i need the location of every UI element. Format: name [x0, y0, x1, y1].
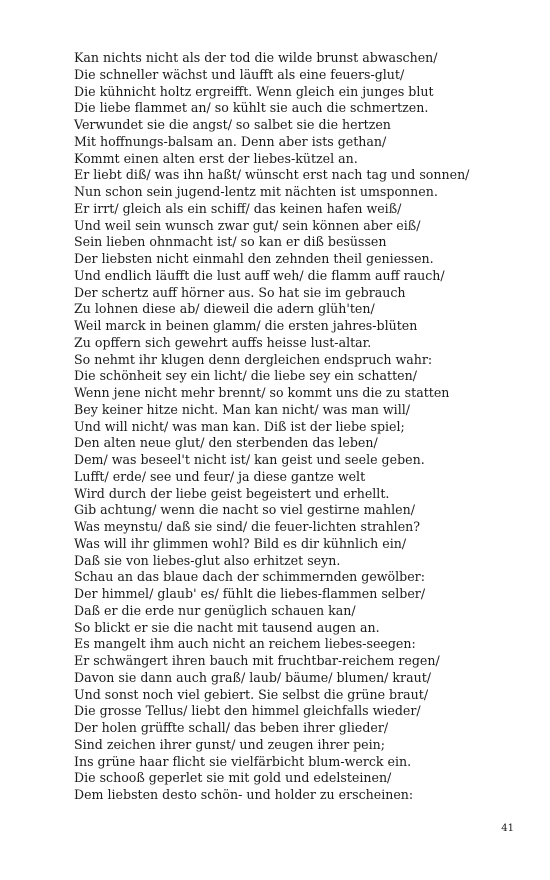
poem-line: Der himmel/ glaub' es/ fühlt die liebes-flammen selber/: [74, 586, 426, 601]
poem-line: Dem liebsten desto schön- und holder zu erscheinen:: [74, 787, 414, 802]
poem-line: Und sonst noch viel gebiert. Sie selbst die grüne braut/: [74, 686, 429, 702]
poem-line: Nun schon sein jugend-lentz mit nächten ist umsponnen.: [74, 184, 438, 199]
poem-line: Es mangelt ihm auch nicht an reichem liebes-seegen:: [74, 636, 416, 652]
poem-line: Die grosse Tellus/ liebt den himmel gleichfalls wieder/: [74, 703, 421, 719]
poem-line: Wenn jene nicht mehr brennt/ so kommt uns die zu statten: [74, 385, 450, 400]
poem-line: Der liebsten nicht einmahl den zehnden theil geniessen.: [74, 251, 434, 266]
poem-line: Kommt einen alten erst der liebes-kützel an.: [74, 150, 358, 166]
poem-line: Er schwängert ihren bauch mit fruchtbar-reichem regen/: [74, 653, 440, 668]
poem-line: Davon sie dann auch graß/ laub/ bäume/ blumen/ kraut/: [74, 669, 431, 685]
poem-line: Sind zeichen ihrer gunst/ und zeugen ihrer pein;: [74, 736, 386, 752]
poem-line: Daß sie von liebes-glut also erhitzet seyn.: [74, 552, 341, 568]
page-number: 41: [501, 823, 514, 834]
poem-line: Daß er die erde nur genüglich schauen kan/: [74, 602, 356, 618]
poem-line: Die schooß geperlet sie mit gold und edelsteinen/: [74, 770, 392, 786]
poem-line: Zu lohnen diese ab/ dieweil die adern glüh'ten/: [74, 301, 375, 317]
poem-line: Die kühnicht holtz ergreifft. Wenn gleich ein junges blut: [74, 83, 434, 99]
poem-text-block: [74, 50, 469, 804]
poem-line: Weil marck in beinen glamm/ die ersten jahres-blüten: [74, 318, 418, 333]
poem-line: Ins grüne haar flicht sie vielfärbicht blum-werck ein.: [74, 753, 412, 769]
poem-line: Wird durch der liebe geist begeistert und erhellt.: [74, 485, 390, 501]
poem-line: Was will ihr glimmen wohl? Bild es dir kühnlich ein/: [74, 535, 407, 551]
poem-line: Die liebe flammet an/ so kühlt sie auch die schmertzen.: [74, 100, 429, 116]
poem-line: Die schönheit sey ein licht/ die liebe sey ein schatten/: [74, 368, 417, 384]
poem-line: Mit hoffnungs-balsam an. Denn aber ists gethan/: [74, 133, 387, 149]
poem-line: Verwundet sie die angst/ so salbet sie die hertzen: [74, 117, 391, 132]
poem-line: Kan nichts nicht als der tod die wilde brunst abwaschen/: [74, 50, 438, 65]
poem-line: Dem/ was beseel't nicht ist/ kan geist und seele geben.: [74, 452, 425, 467]
poem-line: Lufft/ erde/ see und feur/ ja diese gantze welt: [74, 468, 366, 484]
poem-line: Er irrt/ gleich als ein schiff/ das keinen hafen weiß/: [74, 200, 402, 216]
poem-line: Und endlich läufft die lust auff weh/ die flamm auff rauch/: [74, 267, 445, 283]
poem-line: So blickt er sie die nacht mit tausend augen an.: [74, 619, 380, 635]
poem-line: Der schertz auff hörner aus. So hat sie im gebrauch: [74, 284, 406, 300]
poem-line: Der holen grüffte schall/ das beben ihrer glieder/: [74, 720, 389, 735]
poem-line: Bey keiner hitze nicht. Man kan nicht/ was man will/: [74, 401, 410, 417]
poem-line: Gib achtung/ wenn die nacht so viel gestirne mahlen/: [74, 502, 415, 518]
poem-line: Den alten neue glut/ den sterbenden das leben/: [74, 435, 378, 451]
poem-line: Zu opffern sich gewehrt auffs heisse lust-altar.: [74, 334, 372, 350]
poem-line: Sein lieben ohnmacht ist/ so kan er diß besüssen: [74, 234, 387, 250]
poem-line: Was meynstu/ daß sie sind/ die feuer-lichten strahlen?: [74, 519, 421, 534]
poem-line: Und will nicht/ was man kan. Diß ist der liebe spiel;: [74, 418, 405, 434]
poem-line: So nehmt ihr klugen denn dergleichen endspruch wahr:: [74, 351, 433, 367]
poem-line: Er liebt diß/ was ihn haßt/ wünscht erst nach tag und sonnen/: [74, 167, 470, 183]
poem-line: Schau an das blaue dach der schimmernden gewölber:: [74, 569, 425, 585]
poem-line: Die schneller wächst und läufft als eine feuers-glut/: [74, 66, 405, 82]
poem-line: Und weil sein wunsch zwar gut/ sein können aber eiß/: [74, 217, 421, 233]
